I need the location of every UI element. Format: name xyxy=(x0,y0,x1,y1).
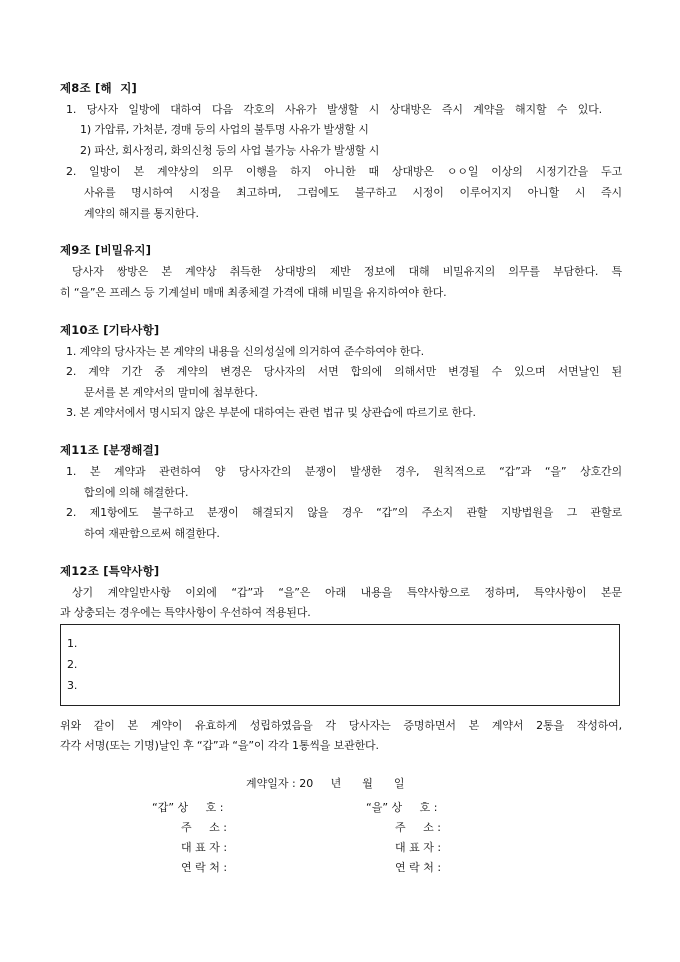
eul-contact-label: 연 락 처 : xyxy=(395,861,442,874)
article-8-title: 제8조 [해 지] xyxy=(60,81,137,95)
article-10-item-2-line-1: 2. 계약 기간 중 계약의 변경은 당사자의 서면 합의에 의해서만 변경될 수 있으며 서면날인 된 xyxy=(66,365,622,378)
special-term-1: 1. xyxy=(67,637,78,650)
gap-company-label: “갑” 상 호 : xyxy=(152,801,224,814)
article-12-line-1: 상기 계약일반사항 이외에 “갑”과 “을”은 아래 내용을 특약사항으로 정하며, 특약사항이 본문 xyxy=(72,586,622,599)
article-8-item-2-line-1: 2. 일방이 본 계약상의 의무 이행을 하지 아니한 때 상대방은 ㅇㅇ일 이상의 시정기간을 두고 xyxy=(66,165,622,178)
article-9-line-1: 당사자 쌍방은 본 계약상 취득한 상대방의 제반 정보에 대해 비밀유지의 의무를 부담한다. 특 xyxy=(72,265,622,278)
article-10-title: 제10조 [기타사항] xyxy=(60,323,160,337)
article-8-item-2-line-2: 사유를 명시하여 시정을 최고하며, 그럼에도 불구하고 시정이 이루어지지 아니할 시 즉시 xyxy=(84,186,622,199)
gap-contact-label: 연 락 처 : xyxy=(181,861,228,874)
contract-date: 계약일자 : 20 년 월 일 xyxy=(246,777,405,790)
closing-line-2: 각각 서명(또는 기명)날인 후 “갑”과 “을”이 각각 1통씩을 보관한다. xyxy=(60,739,379,752)
eul-address-label: 주 소 : xyxy=(395,821,441,834)
article-11-item-2-line-1: 2. 제1항에도 불구하고 분쟁이 해결되지 않을 경우 “갑”의 주소지 관할 지방법원을 그 관할로 xyxy=(66,506,622,519)
eul-company-label: “을” 상 호 : xyxy=(366,801,438,814)
article-8-subitem-1: 1) 가압류, 가처분, 경매 등의 사업의 불투명 사유가 발생할 시 xyxy=(80,123,369,136)
article-11-item-2-line-2: 하여 재판함으로써 해결한다. xyxy=(84,527,220,540)
article-8-subitem-2: 2) 파산, 회사정리, 화의신청 등의 사업 불가능 사유가 발생할 시 xyxy=(80,144,380,157)
special-terms-box xyxy=(60,624,620,706)
gap-address-label: 주 소 : xyxy=(181,821,227,834)
article-12-line-2: 과 상충되는 경우에는 특약사항이 우선하여 적용된다. xyxy=(60,606,311,619)
article-12-title: 제12조 [특약사항] xyxy=(60,564,160,578)
closing-line-1: 위와 같이 본 계약이 유효하게 성립하였음을 각 당사자는 증명하면서 본 계약서 2통을 작성하여, xyxy=(60,719,622,732)
special-term-3: 3. xyxy=(67,679,78,692)
article-8-item-2-line-3: 계약의 해지를 통지한다. xyxy=(84,207,199,220)
article-10-item-1: 1. 계약의 당사자는 본 계약의 내용을 신의성실에 의거하여 준수하여야 한다. xyxy=(66,345,424,358)
article-9-line-2: 히 “을”은 프레스 등 기계설비 매매 최종체결 가격에 대해 비밀을 유지하여야 한다. xyxy=(60,286,447,299)
eul-representative-label: 대 표 자 : xyxy=(395,841,442,854)
article-10-item-2-line-2: 문서를 본 계약서의 말미에 첨부한다. xyxy=(84,386,258,399)
article-11-title: 제11조 [분쟁해결] xyxy=(60,443,160,457)
article-10-item-3: 3. 본 계약서에서 명시되지 않은 부분에 대하여는 관련 법규 및 상관습에 따르기로 한다. xyxy=(66,406,476,419)
gap-representative-label: 대 표 자 : xyxy=(181,841,228,854)
article-9-title: 제9조 [비밀유지] xyxy=(60,243,152,257)
special-term-2: 2. xyxy=(67,658,78,671)
article-8-item-1: 1. 당사자 일방에 대하여 다음 각호의 사유가 발생할 시 상대방은 즉시 계약을 해지할 수 있다. xyxy=(66,103,602,116)
article-11-item-1-line-2: 합의에 의해 해결한다. xyxy=(84,486,189,499)
article-11-item-1-line-1: 1. 본 계약과 관련하여 양 당사자간의 분쟁이 발생한 경우, 원칙적으로 “갑”과 “을” 상호간의 xyxy=(66,465,622,478)
